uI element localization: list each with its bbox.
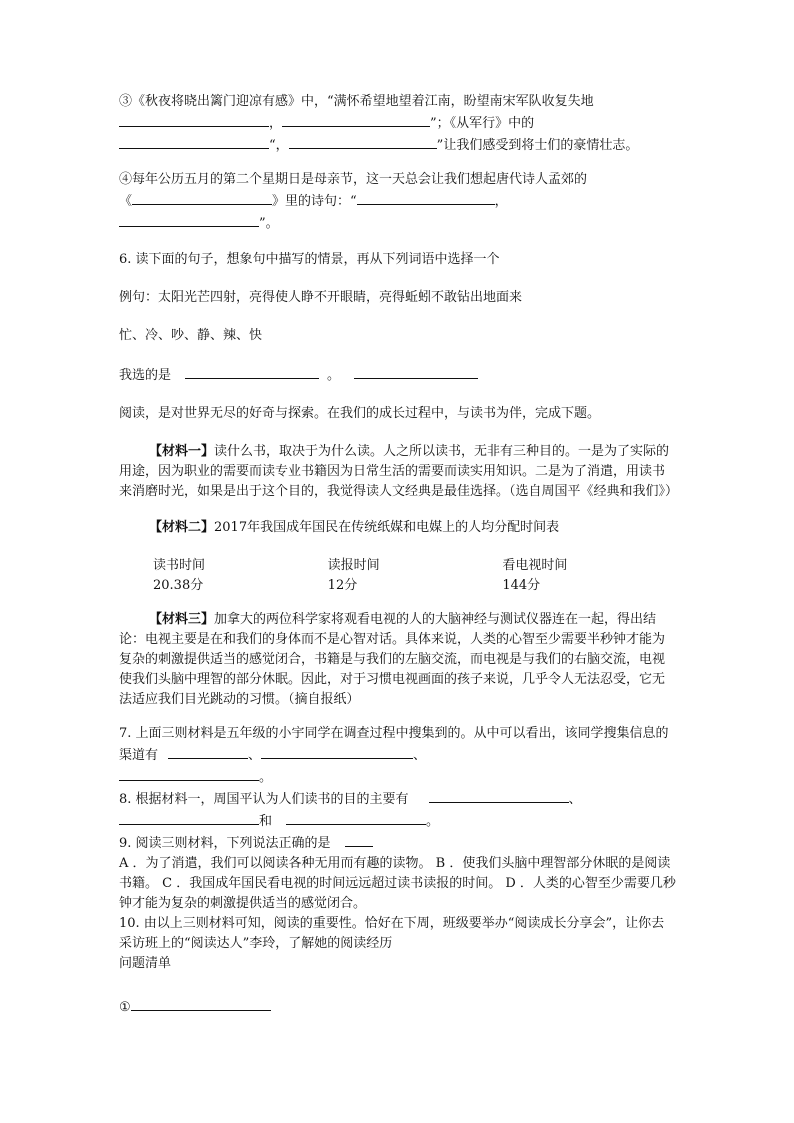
table-cell: 读书时间 (153, 558, 206, 573)
table-cell: 144分 (502, 578, 541, 593)
material-1: 【材料一】读什么书，取决于为什么读。人之所以读书，无非有三种目的。一是为了实际的用途，因为职业的需要而读专业书籍因为日常生活的需要而读实用知识。二是为了消遣，用读书来消磨时光，如果是出于这个目的，我觉得读人文经典是最佳选择。（选自周国平《经典和我们》） (119, 444, 679, 499)
q3-line3: “， ”让我们感受到将士们的豪情壮志。 (119, 134, 677, 156)
answer-blank[interactable] (131, 996, 271, 1011)
answer-blank[interactable] (119, 766, 259, 781)
q6-answer-line: 我选的是 。 (119, 364, 677, 386)
answer-blank[interactable] (119, 212, 259, 227)
answer-blank[interactable] (357, 190, 495, 205)
q10: 10. 由以上三则材料可知，阅读的重要性。恰好在下周，班级要举办“阅读成长分享会”，让你去采访班上的“阅读达人”李玲，了解她的阅读经历 (119, 916, 665, 951)
q4-line3: ”。 (119, 212, 677, 234)
reading-intro: 阅读，是对世界无尽的好奇与探索。在我们的成长过程中，与读书为伴，完成下题。 (119, 406, 601, 421)
q3-line2: ， ”；《从军行》中的 (119, 112, 677, 134)
q4-line2: 《 》里的诗句：“ ， (119, 190, 677, 212)
table-cell: 12分 (327, 578, 358, 593)
q3-line1: ③《秋夜将晓出篱门迎凉有感》中，“满怀希望地望着江南，盼望南宋军队收复失地 (119, 94, 594, 109)
answer-blank[interactable] (282, 112, 430, 127)
q6-example: 例句：太阳光芒四射，亮得使人睁不开眼睛，亮得蚯蚓不敢钻出地面来 (119, 290, 523, 305)
time-table (119, 556, 677, 596)
table-header-row (153, 556, 677, 576)
answer-blank[interactable] (289, 134, 437, 149)
answer-blank[interactable] (119, 112, 269, 127)
answer-blank[interactable] (168, 744, 248, 759)
answer-blank[interactable] (429, 788, 569, 803)
table-cell: 看电视时间 (502, 558, 568, 573)
q6-title: 6. 读下面的句子，想象句中描写的情景，再从下列词语中选择一个 (119, 252, 500, 267)
answer-blank[interactable] (354, 364, 478, 379)
table-cell: 20.38分 (153, 578, 204, 593)
question-list-title: 问题清单 (119, 956, 172, 971)
answer-blank[interactable] (261, 744, 413, 759)
answer-blank[interactable] (185, 364, 319, 379)
question-list-item: ① (119, 996, 677, 1018)
material-3: 【材料三】加拿大的两位科学家将观看电视的人的大脑神经与测试仪器连在一起，得出结论：电视主要是在和我们的身体而不是心智对话。具体来说，人类的心智至少需要半秒钟才能为复杂的刺激提供适当的感觉闭合，书籍是与我们的左脑交流，而电视是与我们的右脑交流，电视使我们头脑中理智的部分休眠。因此，对于习惯电视画面的孩子来说，几乎令人无法忍受，它无法适应我们目光跳动的习惯。（摘自报纸） (119, 612, 666, 707)
q9-title: 9. 阅读三则材料，下列说法正确的是 (119, 832, 677, 854)
q9-options: A ．为了消遣，我们可以阅读各种无用而有趣的读物。 B ．使我们头脑中理智部分休眠的是阅读书籍。 C ．我国成年国民看电视的时间远远超过读书读报的时间。 D ．人类的心智至少需要几秒钟才能为复杂的刺激提供适当的感觉闭合。 (119, 856, 676, 911)
answer-blank[interactable] (132, 190, 272, 205)
answer-blank[interactable] (119, 810, 259, 825)
q7: 7. 上面三则材料是五年级的小宇同学在调查过程中搜集到的。从中可以看出，该同学搜集信息的渠道有 、 、 。 (119, 726, 669, 785)
table-row (153, 576, 677, 596)
answer-blank[interactable] (119, 134, 269, 149)
answer-blank[interactable] (345, 832, 373, 847)
q6-words: 忙、冷、吵、静、辣、快 (119, 328, 263, 343)
table-cell: 读报时间 (327, 558, 380, 573)
material-2: 【材料二】2017年我国成年国民在传统纸媒和电媒上的人均分配时间表 (149, 520, 560, 535)
answer-blank[interactable] (286, 810, 426, 825)
q4-line1: ④每年公历五月的第二个星期日是母亲节，这一天总会让我们想起唐代诗人孟郊的 (119, 172, 588, 187)
document-page (119, 92, 677, 1018)
q8: 8. 根据材料一，周国平认为人们读书的目的主要有 、 和 。 (119, 788, 677, 832)
